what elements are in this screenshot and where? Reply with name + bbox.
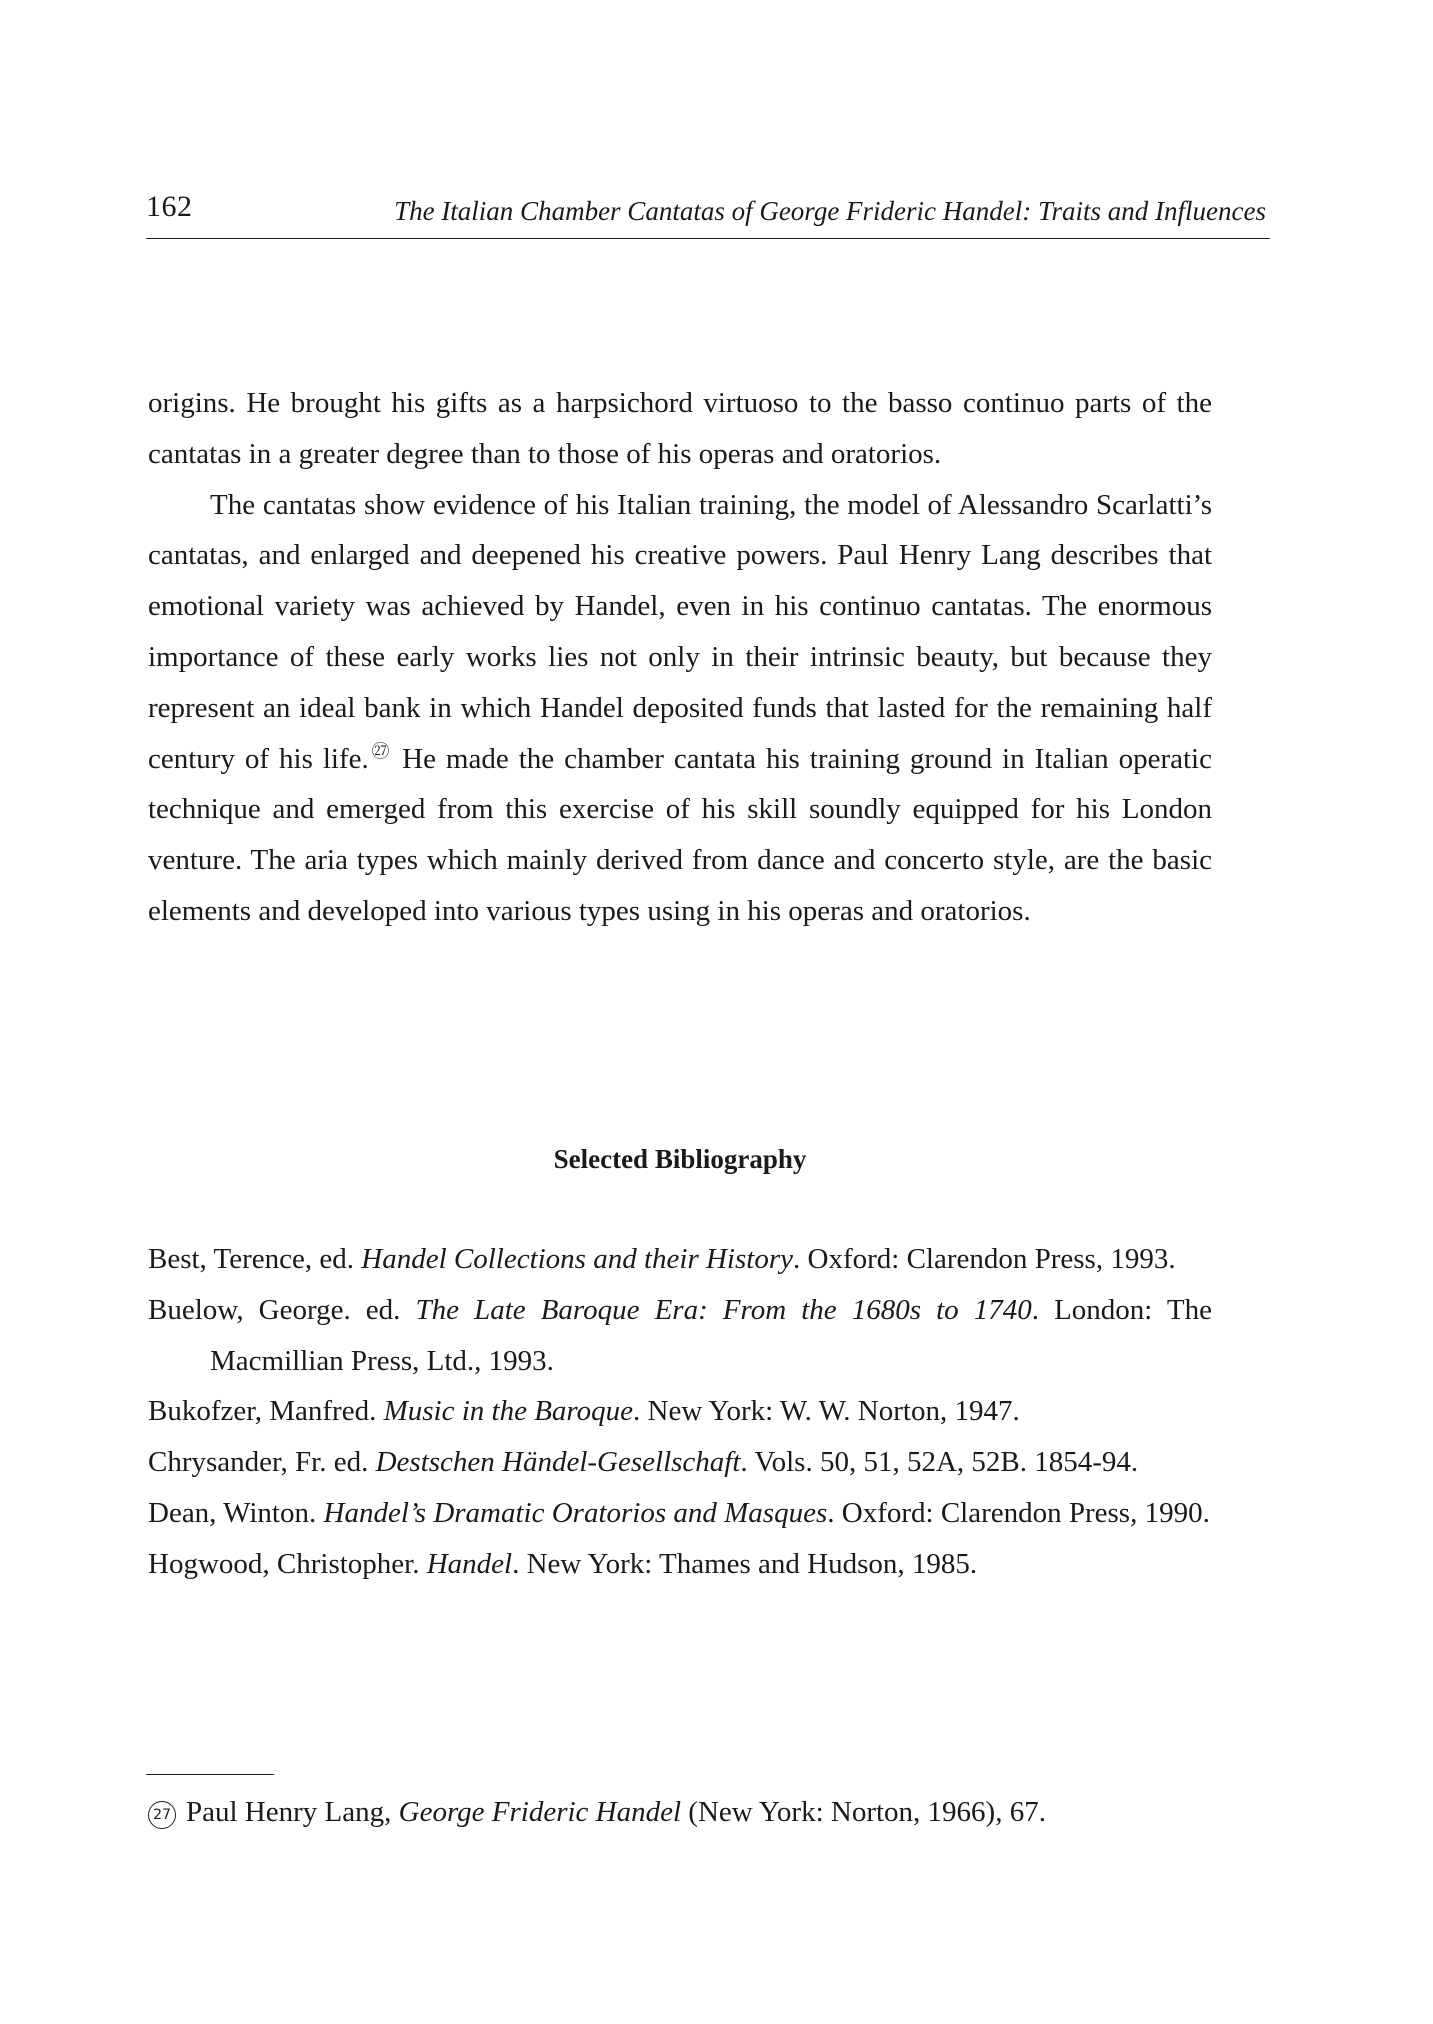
footnote-divider [146,1774,274,1775]
entry-author: Dean, Winton. [148,1496,324,1529]
entry-title: Destschen Händel-Gesellschaft [375,1446,741,1479]
entry-title: The Late Baroque Era: From the 1680s to 1740 [415,1293,1032,1326]
bibliography-entry [148,1488,1212,1539]
entry-publication: . Vols. 50, 51, 52A, 52B. 1854-94. [740,1446,1139,1479]
page-number: 162 [146,190,193,223]
entry-publication: . New York: Thames and Hudson, 1985. [512,1547,978,1580]
paragraph-2-text-a: The cantatas show evidence of his Italian training, the model of Alessandro Scarlatti’s cantatas, and enlarged and deepened his creative powers. Paul Henry Lang describes that emotional variety was achieved by Handel, even in his continuo cantatas. The enormous importance of these early works lies not only in their intrinsic beauty, but because they represent an ideal bank in which Handel deposited funds that lasted for the remaining half century of his life. [148,488,1212,775]
bibliography-entry [148,1437,1212,1488]
entry-title: Music in the Baroque [383,1395,633,1428]
paragraph-2-text-b: He made the chamber cantata his training ground in Italian operatic technique and emerged from this exercise of his skill soundly equipped for his London venture. The aria types which mainly derived from dance and concerto style, are the basic elements and developed into various types using in his operas and oratorios. [148,742,1212,927]
entry-title: Handel [426,1547,513,1580]
running-header [146,186,1270,239]
footnote-reference: ㉗ [368,740,393,761]
footnote-publication: (New York: Norton, 1966), 67. [681,1796,1046,1828]
bibliography-entry [148,1386,1212,1437]
entry-author: Buelow, George. ed. [148,1293,416,1326]
body-text [148,378,1212,937]
footnote [148,1790,1248,1834]
running-title: The Italian Chamber Cantatas of George Frideric Handel: Traits and Influences [394,196,1266,226]
entry-author: Best, Terence, ed. [148,1243,362,1275]
footnote-title: George Frideric Handel [398,1796,682,1828]
bibliography-entry [148,1234,1212,1285]
entry-author: Hogwood, Christopher. [148,1547,427,1580]
entry-title: Handel Collections and their History [361,1243,793,1275]
entry-author: Bukofzer, Manfred. [148,1395,384,1428]
bibliography-entry [148,1285,1212,1387]
entry-author: Chrysander, Fr. ed. [148,1446,376,1479]
entry-publication: . Oxford: Clarendon Press, 1993. [793,1243,1176,1275]
entry-publication: . New York: W. W. Norton, 1947. [633,1395,1020,1428]
footnote-author: Paul Henry Lang, [186,1796,399,1828]
footnote-marker: 27 [148,1801,176,1829]
bibliography-heading: Selected Bibliography [553,1144,807,1174]
paragraph-1: origins. He brought his gifts as a harpsichord virtuoso to the basso continuo parts of the cantatas in a greater degree than to those of his operas and oratorios. [148,387,1212,470]
entry-title: Handel’s Dramatic Oratorios and Masques [323,1496,828,1529]
bibliography-list [148,1234,1212,1590]
entry-publication: . Oxford: Clarendon Press, 1990. [827,1496,1210,1529]
entry-publication: . London: The Macmillian Press, Ltd., 1993. [210,1293,1212,1377]
bibliography-entry [148,1539,1212,1590]
paragraph-2 [148,480,1212,937]
